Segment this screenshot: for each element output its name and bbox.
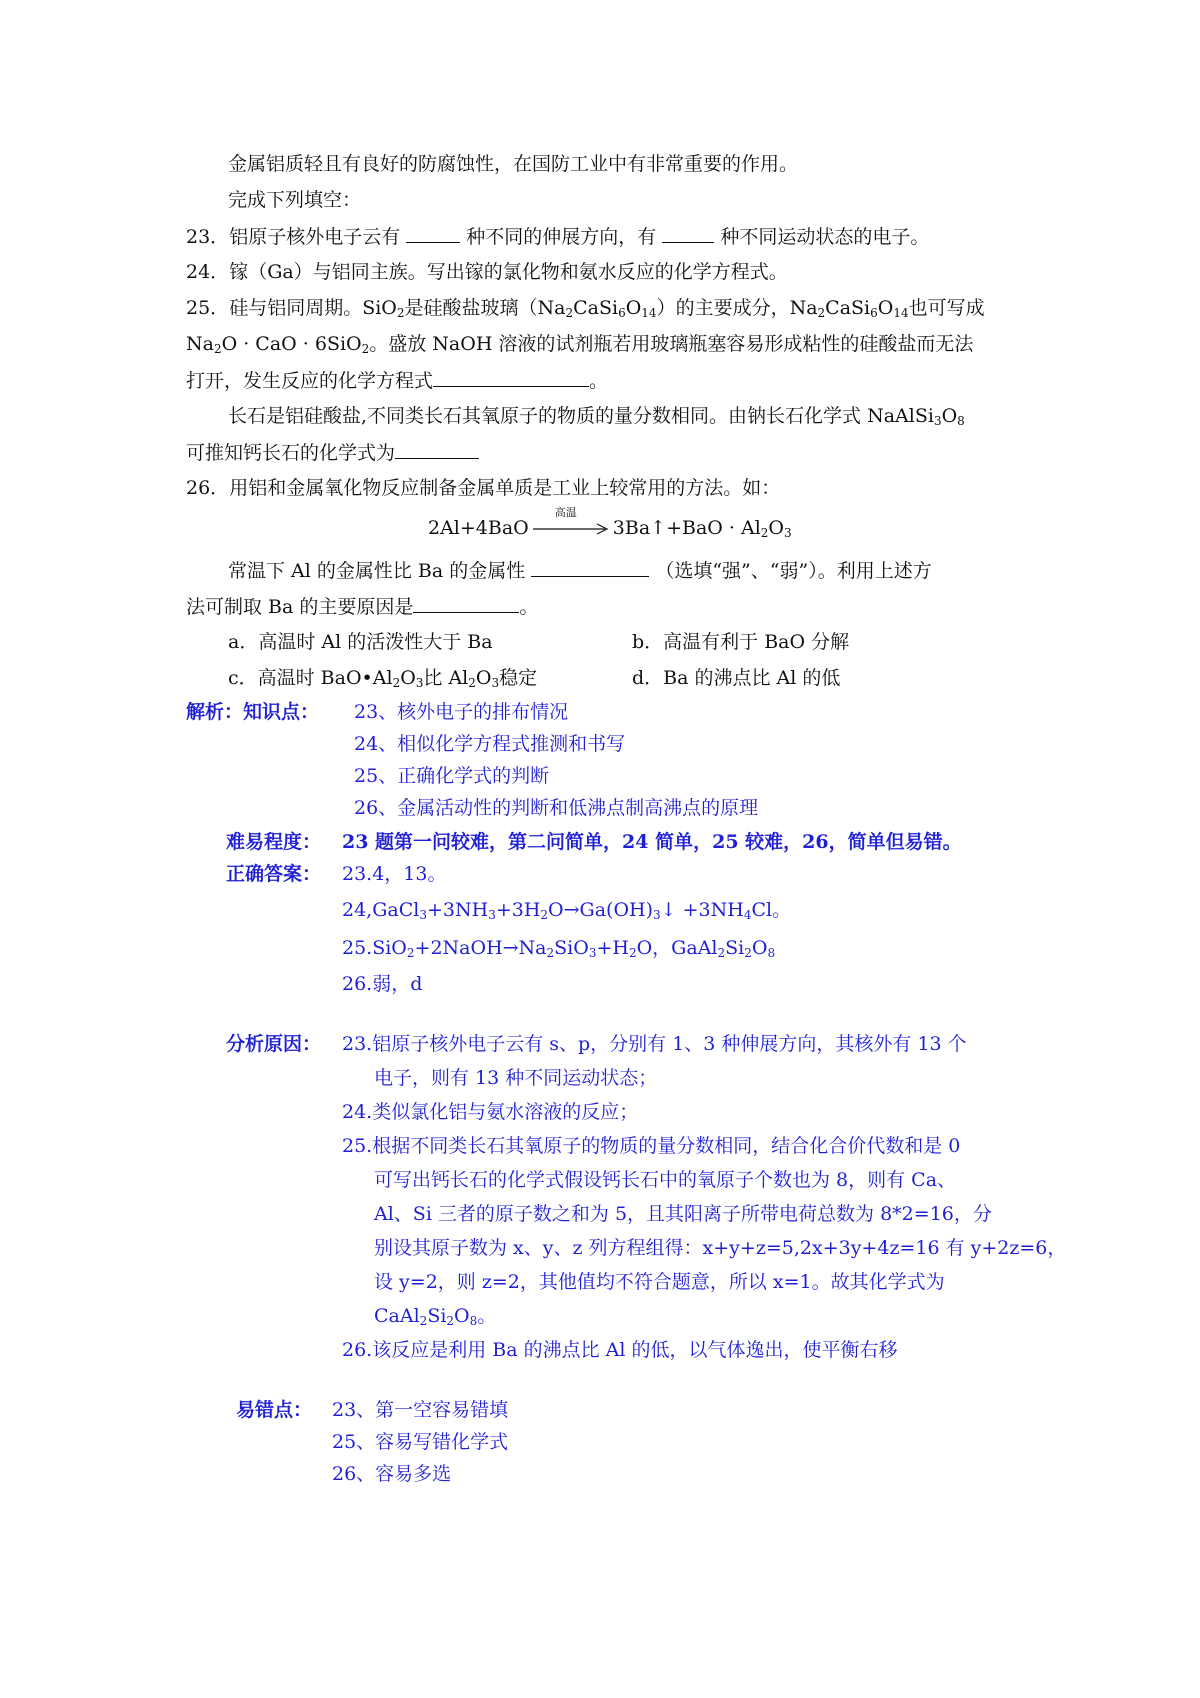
answer-24	[342, 896, 791, 924]
knowledge-point: 23、核外电子的排布情况	[354, 701, 569, 723]
equation	[428, 506, 792, 542]
subscript: 2	[419, 1314, 428, 1328]
question-text: 种不同的伸展方向，有	[460, 226, 663, 248]
text: 也可写成	[908, 297, 985, 319]
question-26-line-2	[228, 556, 932, 585]
subscript: 3	[419, 908, 427, 922]
question-25-line-5	[186, 438, 479, 467]
text: SiO	[554, 937, 589, 959]
reason-25: Al、Si 三者的原子数之和为 5，且其阳离子所带电荷总数为 8*2=16，分	[374, 1203, 992, 1225]
text: 。	[477, 1305, 497, 1327]
text: O→Ga(OH)	[548, 899, 654, 921]
text: +H	[596, 937, 629, 959]
question-25-line-2	[186, 330, 973, 358]
subscript: 3	[588, 946, 597, 960]
equation-left: 2Al+4BaO	[428, 517, 529, 539]
text: O	[877, 297, 894, 319]
question-23	[186, 222, 929, 251]
subscript: 2	[406, 946, 415, 960]
answer-blank[interactable]	[395, 438, 479, 459]
question-number: 26．	[186, 477, 230, 499]
subscript: 6	[870, 306, 878, 320]
text: CaSi	[573, 297, 619, 319]
reason-23: 电子，则有 13 种不同运动状态；	[374, 1067, 658, 1089]
text: （选填“强”、“弱”）。利用上述方	[649, 560, 932, 582]
text: +3NH	[426, 899, 489, 921]
equation-right: 3Ba↑+BaO · Al	[612, 517, 761, 539]
reason-25	[374, 1302, 496, 1330]
option-a: a．高温时 Al 的活泼性大于 Ba	[228, 631, 493, 653]
reason-label: 分析原因：	[226, 1033, 322, 1055]
subscript: 2	[628, 946, 637, 960]
text: O，GaAl	[636, 937, 718, 959]
text: 常温下 Al 的金属性比 Ba 的金属性	[228, 560, 532, 582]
text: 比 Al	[423, 667, 469, 689]
question-25-line-1	[186, 294, 985, 322]
knowledge-point: 25、正确化学式的判断	[354, 765, 550, 787]
subscript: 2	[760, 526, 769, 540]
option-d: d．Ba 的沸点比 Al 的低	[632, 667, 841, 689]
arrow-icon	[531, 521, 611, 537]
subscript: 3	[933, 414, 942, 428]
text: 打开，发生反应的化学方程式	[186, 370, 434, 392]
knowledge-point: 26、金属活动性的判断和低沸点制高沸点的原理	[354, 797, 759, 819]
reaction-condition: 高温	[554, 506, 577, 519]
reason-25: 可写出钙长石的化学式假设钙长石中的氧原子个数也为 8，则有 Ca、	[374, 1169, 957, 1191]
text: 可推知钙长石的化学式为	[186, 442, 396, 464]
subscript: 2	[213, 342, 222, 356]
text: +2NaOH→Na	[414, 937, 547, 959]
reason-23: 23.铝原子核外电子云有 s、p，分别有 1、3 种伸展方向，其核外有 13 个	[342, 1033, 967, 1055]
subscript: 2	[744, 946, 752, 960]
subscript: 2	[392, 676, 401, 690]
question-text: 铝原子核外电子云有	[229, 226, 407, 248]
text: 长石是铝硅酸盐,不同类长石其氧原子的物质的量分数相同。由钠长石化学式 NaAlSi	[228, 405, 934, 427]
answer-blank[interactable]	[662, 222, 714, 243]
subscript: 2	[446, 1314, 455, 1328]
subscript: 8	[469, 1314, 478, 1328]
answer-blank[interactable]	[413, 592, 519, 613]
subscript: 2	[565, 306, 574, 320]
answer-blank[interactable]	[406, 222, 460, 243]
question-text: 镓（Ga）与铝同主族。写出镓的氯化物和氨水反应的化学方程式。	[229, 261, 788, 283]
reason-24: 24.类似氯化铝与氨水溶液的反应；	[342, 1101, 639, 1123]
text: +3H	[495, 899, 541, 921]
text: Cl。	[751, 899, 792, 921]
subscript: 4	[743, 908, 752, 922]
subscript: 3	[491, 676, 500, 690]
question-text: 种不同运动状态的电子。	[714, 226, 930, 248]
reason-25: 25.根据不同类长石其氧原子的物质的量分数相同，结合化合价代数和是 0	[342, 1135, 961, 1157]
answer-blank[interactable]	[433, 366, 589, 387]
answer-label: 正确答案：	[226, 863, 322, 885]
reason-25: 别设其原子数为 x、y、z 列方程组得：x+y+z=5,2x+3y+4z=16 有 y+2z=6，	[374, 1237, 1067, 1259]
subscript: 2	[817, 306, 826, 320]
text: CaSi	[825, 297, 871, 319]
text: 是硅酸盐玻璃（Na	[404, 297, 566, 319]
subscript: 3	[488, 908, 496, 922]
text: 法可制取 Ba 的主要原因是	[186, 596, 414, 618]
text: ↓ +3NH	[660, 899, 744, 921]
question-number: 24．	[186, 261, 230, 283]
subscript: 8	[957, 414, 965, 428]
text: 25.SiO	[342, 937, 407, 959]
text: O	[751, 937, 768, 959]
question-25-line-4	[228, 402, 965, 430]
question-25-line-3	[186, 366, 608, 395]
text: 。	[519, 596, 539, 618]
text: O	[400, 667, 416, 689]
subscript: 2	[540, 908, 549, 922]
difficulty-label: 难易程度：	[226, 831, 322, 853]
subscript: 3	[653, 908, 661, 922]
text: 稳定	[499, 667, 538, 689]
mistake-item: 25、容易写错化学式	[332, 1431, 509, 1453]
subscript: 6	[618, 306, 626, 320]
knowledge-point: 24、相似化学方程式推测和书写	[354, 733, 626, 755]
text: O	[454, 1305, 470, 1327]
text: O	[625, 297, 642, 319]
subscript: 3	[784, 526, 792, 540]
subscript: 2	[468, 676, 476, 690]
answer-23: 23.4，13。	[342, 863, 447, 885]
text: O · CaO · 6SiO	[221, 333, 362, 355]
intro-line-1: 金属铝质轻且有良好的防腐蚀性，在国防工业中有非常重要的作用。	[228, 153, 799, 175]
text: 。	[589, 370, 609, 392]
answer-25	[342, 934, 775, 962]
reason-25: 设 y=2，则 z=2，其他值均不符合题意，所以 x=1。故其化学式为	[374, 1271, 945, 1293]
difficulty-text: 23 题第一问较难，第二问简单，24 简单，25 较难，26，简单但易错。	[342, 831, 962, 853]
text: O	[941, 405, 958, 427]
text: Si	[427, 1305, 447, 1327]
text: Na	[186, 333, 214, 355]
text: CaAl	[374, 1305, 420, 1327]
mistake-item: 26、容易多选	[332, 1463, 452, 1485]
answer-blank[interactable]	[531, 556, 649, 577]
subscript: 3	[415, 676, 424, 690]
question-26	[186, 474, 780, 502]
text: ）的主要成分，Na	[656, 297, 818, 319]
intro-line-2: 完成下列填空：	[228, 189, 362, 211]
question-24	[186, 258, 788, 286]
analysis-label: 解析：知识点：	[186, 701, 320, 723]
mistake-label: 易错点：	[236, 1399, 313, 1421]
text: O	[475, 667, 492, 689]
answer-26: 26.弱，d	[342, 973, 423, 995]
reason-26: 26.该反应是利用 Ba 的沸点比 Al 的低，以气体逸出，使平衡右移	[342, 1339, 898, 1361]
question-text: 用铝和金属氧化物反应制备金属单质是工业上较常用的方法。如：	[229, 477, 781, 499]
subscript: 14	[893, 306, 909, 320]
subscript: 2	[361, 342, 370, 356]
text: Si	[725, 937, 745, 959]
text: c．高温时 BaO•Al	[228, 667, 393, 689]
text: 24,GaCl	[342, 899, 420, 921]
reaction-arrow	[531, 506, 611, 539]
question-26-line-3	[186, 592, 538, 621]
subscript: 14	[641, 306, 657, 320]
subscript: 2	[717, 946, 726, 960]
question-number: 23．	[186, 226, 230, 248]
option-c	[228, 664, 537, 692]
text: 硅与铝同周期。SiO	[229, 297, 397, 319]
subscript: 8	[767, 946, 776, 960]
question-number: 25．	[186, 297, 230, 319]
subscript: 2	[396, 306, 405, 320]
option-b: b．高温有利于 BaO 分解	[632, 631, 850, 653]
text: 。盛放 NaOH 溶液的试剂瓶若用玻璃瓶塞容易形成粘性的硅酸盐而无法	[369, 333, 974, 355]
equation-right: O	[768, 517, 784, 539]
mistake-item: 23、第一空容易错填	[332, 1399, 509, 1421]
subscript: 2	[546, 946, 555, 960]
